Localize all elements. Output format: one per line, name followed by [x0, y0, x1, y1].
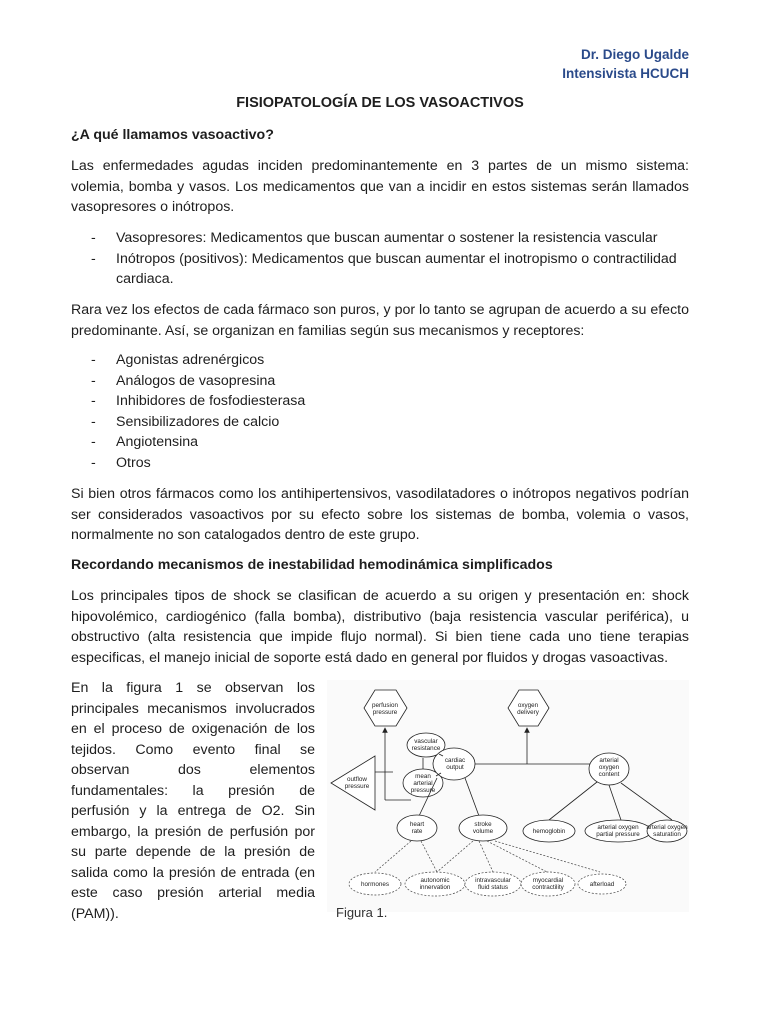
svg-text:heart: heart [409, 821, 425, 828]
svg-text:content: content [598, 771, 620, 778]
section2-paragraph-2: En la figura 1 se observan los principales mecanismos involucrados en el proceso de oxigenación de los tejidos. Como evento final se observan dos elementos fundamentales: la presión de perfusión y la entrega de O2. Sin embargo, la presión de perfusión por su parte depende de la presión de salida como la presión de entrada (en este caso presión arterial media (PAM)). [71, 680, 315, 922]
section1-paragraph-1: Las enfermedades agudas inciden predominantemente en 3 partes de un mismo sistema: volemia, bomba y vasos. Los medicamentos que van a incidir en estos sistemas serán llamados vasopresores o inótropos. [71, 158, 689, 215]
svg-text:hemoglobin: hemoglobin [532, 828, 566, 835]
author-name: Dr. Diego Ugalde [580, 47, 689, 62]
svg-text:innervation: innervation [419, 884, 451, 891]
svg-text:autonomic: autonomic [420, 877, 450, 884]
svg-text:pressure: pressure [344, 783, 370, 790]
svg-text:vascular: vascular [414, 738, 438, 745]
section1-heading: ¿A qué llamamos vasoactivo? [71, 127, 274, 143]
list-item: - Análogos de vasopresina [71, 371, 689, 392]
svg-text:fluid status: fluid status [477, 884, 509, 891]
svg-text:outflow: outflow [347, 776, 367, 783]
svg-text:volume: volume [472, 828, 494, 835]
list-item: - Sensibilizadores de calcio [71, 412, 689, 433]
svg-text:intravascular: intravascular [475, 877, 511, 884]
svg-text:arterial oxygen: arterial oxygen [597, 824, 639, 831]
svg-text:contractility: contractility [532, 884, 564, 891]
perfusion-label: perfusion [372, 702, 398, 709]
section1-list-2 [71, 350, 689, 473]
svg-text:pressure: pressure [372, 709, 398, 716]
section2-paragraph-1: Los principales tipos de shock se clasifican de acuerdo a su origen y presentación en: shock hipovolémico, cardiogénico (falla bomba), distributivo (baja resistencia vascular periférica), u obstructivo (alta resistencia que impide flujo normal). Si bien tiene cada uno tiene terapias especificas, el manejo inicial de soporte está dado en general por fluidos y drogas vasoactivas. [71, 588, 689, 666]
svg-text:afterload: afterload [589, 881, 615, 888]
svg-text:rate: rate [411, 828, 423, 835]
svg-text:mean: mean [415, 773, 431, 780]
svg-text:partial pressure: partial pressure [596, 831, 640, 838]
list-item: - Vasopresores: Medicamentos que buscan aumentar o sostener la resistencia vascular [71, 228, 689, 249]
svg-text:hormones: hormones [360, 881, 390, 888]
svg-text:oxygen: oxygen [598, 764, 620, 771]
svg-text:myocardial: myocardial [532, 877, 564, 884]
svg-text:oxygen: oxygen [517, 702, 539, 709]
svg-text:arterial oxygen: arterial oxygen [646, 824, 688, 831]
section2-heading: Recordando mecanismos de inestabilidad hemodinámica simplificados [71, 557, 553, 573]
list-item: - Otros [71, 453, 689, 474]
section1-list-1 [71, 228, 689, 290]
list-item: - Inótropos (positivos): Medicamentos que buscan aumentar el inotropismo o contractilidad cardiaca. [71, 249, 689, 290]
svg-text:delivery: delivery [517, 709, 539, 716]
oxygenation-diagram [327, 680, 689, 912]
list-item: - Inhibidores de fosfodiesterasa [71, 391, 689, 412]
figure-1 [327, 680, 689, 912]
svg-text:saturation: saturation [653, 831, 681, 838]
figure-caption: Figura 1. [336, 905, 388, 920]
svg-text:pressure: pressure [410, 787, 436, 794]
list-item: - Agonistas adrenérgicos [71, 350, 689, 371]
svg-text:arterial: arterial [599, 757, 619, 764]
svg-text:cardiac: cardiac [444, 757, 466, 764]
author-block [562, 45, 689, 83]
section1-paragraph-3: Si bien otros fármacos como los antihipertensivos, vasodilatadores o inótropos negativos podrían ser considerados vasoactivos por su efecto sobre los sistemas de bomba, volemia o vasos, normalmente no son catalogados dentro de este grupo. [71, 486, 689, 543]
svg-text:resistance: resistance [411, 745, 441, 752]
list-item: - Angiotensina [71, 432, 689, 453]
section1-paragraph-2: Rara vez los efectos de cada fármaco son puros, y por lo tanto se agrupan de acuerdo a su efecto predominante. Así, se organizan en familias según sus mecanismos y receptores: [71, 302, 689, 339]
document-title: FISIOPATOLOGÍA DE LOS VASOACTIVOS [236, 95, 524, 111]
author-role: Intensivista HCUCH [562, 66, 689, 81]
svg-text:output: output [446, 764, 464, 771]
svg-text:arterial: arterial [413, 780, 433, 787]
svg-text:stroke: stroke [474, 821, 492, 828]
